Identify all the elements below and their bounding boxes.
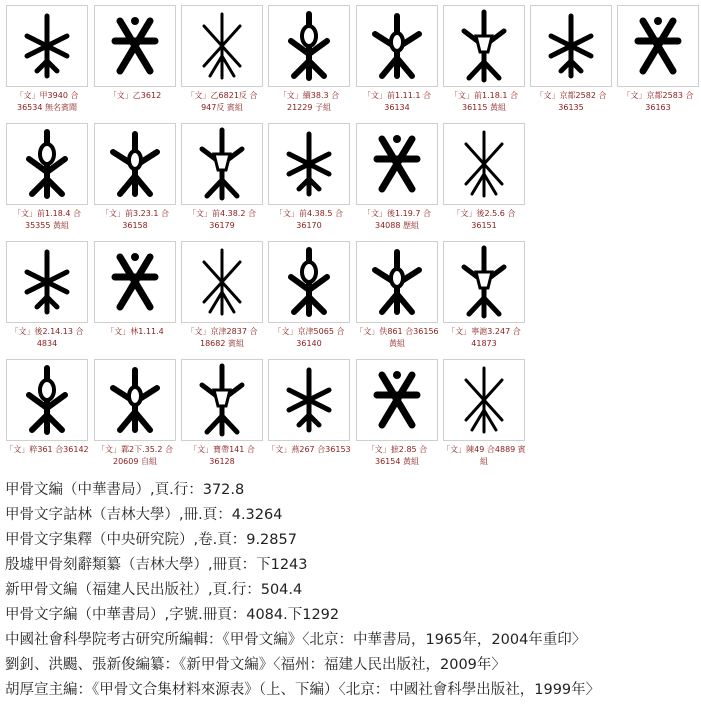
glyph-caption[interactable]: 「文」後2.5.6 合36151 [452,209,516,230]
oracle-glyph-icon[interactable] [6,5,88,87]
glyph-drawing [95,242,175,322]
glyph-caption[interactable]: 「文」後2.14.13 合4834 [10,327,84,348]
oracle-glyph-icon[interactable] [443,123,525,205]
oracle-glyph-icon[interactable] [356,241,438,323]
oracle-glyph-icon[interactable] [356,123,438,205]
oracle-glyph-icon[interactable] [443,5,525,87]
glyph-drawing [444,6,524,86]
glyph-card[interactable] [267,241,351,350]
oracle-glyph-icon[interactable] [356,359,438,441]
glyph-card[interactable] [5,241,89,350]
glyph-card[interactable] [442,359,526,468]
reference-line[interactable]: 中國社會科學院考古研究所編輯：《甲骨文編》〈北京：中華書局，1965年，2004年重印〉 [5,632,587,648]
glyph-caption[interactable]: 「文」京津5065 合36140 [273,327,345,348]
glyph-caption[interactable]: 「文」京都2583 合36163 [622,91,694,112]
glyph-drawing [357,124,437,204]
reference-line[interactable]: 新甲骨文編（福建人民出版社）,頁.行：504.4 [5,582,303,598]
glyph-drawing [7,6,87,86]
oracle-glyph-icon[interactable] [6,359,88,441]
glyph-drawing [182,360,262,440]
glyph-drawing [444,242,524,322]
glyph-drawing [444,360,524,440]
glyph-card[interactable] [180,359,264,468]
oracle-glyph-icon[interactable] [268,241,350,323]
glyph-caption[interactable]: 「文」後1.19.7 合34088 歷組 [363,209,431,230]
glyph-card[interactable] [93,5,177,102]
reference-list [5,478,695,703]
glyph-drawing [7,360,87,440]
reference-line[interactable]: 胡厚宣主編：《甲骨文合集材料來源表》（上、下編）〈北京：中國社會科學出版社，1999年〉 [5,682,601,698]
oracle-glyph-icon[interactable] [268,123,350,205]
glyph-drawing [7,124,87,204]
glyph-card[interactable] [442,241,526,350]
oracle-glyph-icon[interactable] [6,241,88,323]
glyph-caption[interactable]: 「文」續38.3 合21229 子組 [278,91,340,112]
glyph-card[interactable] [5,123,89,232]
oracle-glyph-icon[interactable] [617,5,699,87]
glyph-drawing [182,242,262,322]
reference-line[interactable]: 甲骨文字編（中華書局）,字號.冊頁：4084.下1292 [5,607,340,623]
glyph-drawing [95,360,175,440]
glyph-caption[interactable]: 「文」粹361 合36142 [5,445,89,454]
glyph-caption[interactable]: 「文」前1.18.1 合36115 黃組 [450,91,518,112]
glyph-caption[interactable]: 「文」鄴2下.35.2 合20609 自組 [97,445,173,466]
glyph-caption[interactable]: 「文」前1.11.1 合36134 [363,91,431,112]
glyph-caption[interactable]: 「文」寧滬3.247 合41873 [447,327,521,348]
glyph-drawing [269,124,349,204]
glyph-drawing [95,6,175,86]
reference-line[interactable]: 劉釗、洪颺、張新俊編纂：《新甲骨文編》〈福州：福建人民出版社，2009年〉 [5,657,506,673]
oracle-glyph-icon[interactable] [443,359,525,441]
oracle-glyph-icon[interactable] [530,5,612,87]
reference-line[interactable]: 甲骨文字詁林（吉林大學）,冊.頁：4.3264 [5,507,283,523]
glyph-card[interactable] [355,5,439,114]
glyph-card[interactable] [5,359,89,456]
oracle-glyph-icon[interactable] [356,5,438,87]
glyph-drawing [357,360,437,440]
glyph-drawing [7,242,87,322]
oracle-glyph-icon[interactable] [268,5,350,87]
glyph-card[interactable] [442,5,526,114]
glyph-card[interactable] [529,5,613,114]
glyph-drawing [269,360,349,440]
glyph-caption[interactable]: 「文」摭2.85 合36154 黃組 [366,445,428,466]
glyph-caption[interactable]: 「文」乙6821反 合947反 賓組 [186,91,258,112]
glyph-caption[interactable]: 「文」寶帶141 合36128 [189,445,255,466]
glyph-card[interactable] [93,241,177,338]
glyph-card[interactable] [267,123,351,232]
glyph-card[interactable] [93,359,177,468]
glyph-caption[interactable]: 「文」前4.38.2 合36179 [188,209,256,230]
oracle-glyph-icon[interactable] [94,123,176,205]
glyph-caption[interactable]: 「文」前4.38.5 合36170 [275,209,343,230]
glyph-drawing [357,6,437,86]
glyph-caption[interactable]: 「文」陳49 合4889 賓組 [442,445,526,466]
glyph-caption[interactable]: 「文」京都2582 合36135 [535,91,607,112]
glyph-card[interactable] [93,123,177,232]
oracle-glyph-icon[interactable] [181,359,263,441]
oracle-glyph-icon[interactable] [94,241,176,323]
glyph-caption[interactable]: 「文」京津2837 合18682 賓組 [186,327,258,348]
glyph-card[interactable] [355,241,439,350]
glyph-card[interactable] [355,123,439,232]
glyph-drawing [357,242,437,322]
glyph-card[interactable] [355,359,439,468]
oracle-glyph-icon[interactable] [181,241,263,323]
reference-line[interactable]: 甲骨文編（中華書局）,頁.行：372.8 [5,482,245,498]
oracle-glyph-icon[interactable] [181,123,263,205]
glyph-caption[interactable]: 「文」甲3940 合36534 無名賓聞 [15,91,79,112]
oracle-glyph-icon[interactable] [268,359,350,441]
oracle-glyph-icon[interactable] [181,5,263,87]
glyph-card[interactable] [442,123,526,232]
glyph-drawing [95,124,175,204]
glyph-drawing [444,124,524,204]
oracle-glyph-icon[interactable] [6,123,88,205]
glyph-card[interactable] [180,5,264,114]
glyph-caption[interactable]: 「文」前3.23.1 合36158 [101,209,169,230]
glyph-card[interactable] [616,5,700,114]
reference-line[interactable]: 甲骨文字集釋（中央研究院）,卷.頁：9.2857 [5,532,297,548]
glyph-card[interactable] [5,5,89,114]
glyph-caption[interactable]: 「文」燕267 合36153 [267,445,351,454]
glyph-drawing [182,124,262,204]
glyph-drawing [618,6,698,86]
glyph-drawing [531,6,611,86]
glyph-drawing [182,6,262,86]
glyph-drawing [269,6,349,86]
glyph-caption[interactable]: 「文」林1.11.4 [106,327,164,336]
glyph-caption[interactable]: 「文」乙3612 [108,91,162,100]
oracle-glyph-icon[interactable] [443,241,525,323]
glyph-card[interactable] [180,241,264,350]
glyph-caption[interactable]: 「文」佚861 合36156 黃組 [355,327,439,348]
oracle-glyph-icon[interactable] [94,359,176,441]
glyph-card[interactable] [180,123,264,232]
reference-line[interactable]: 殷墟甲骨刻辭類纂（吉林大學）,冊頁：下1243 [5,557,308,573]
oracle-glyph-icon[interactable] [94,5,176,87]
glyph-card[interactable] [267,5,351,114]
glyph-card[interactable] [267,359,351,456]
glyph-caption[interactable]: 「文」前1.18.4 合35355 黃組 [13,209,81,230]
glyph-drawing [269,242,349,322]
